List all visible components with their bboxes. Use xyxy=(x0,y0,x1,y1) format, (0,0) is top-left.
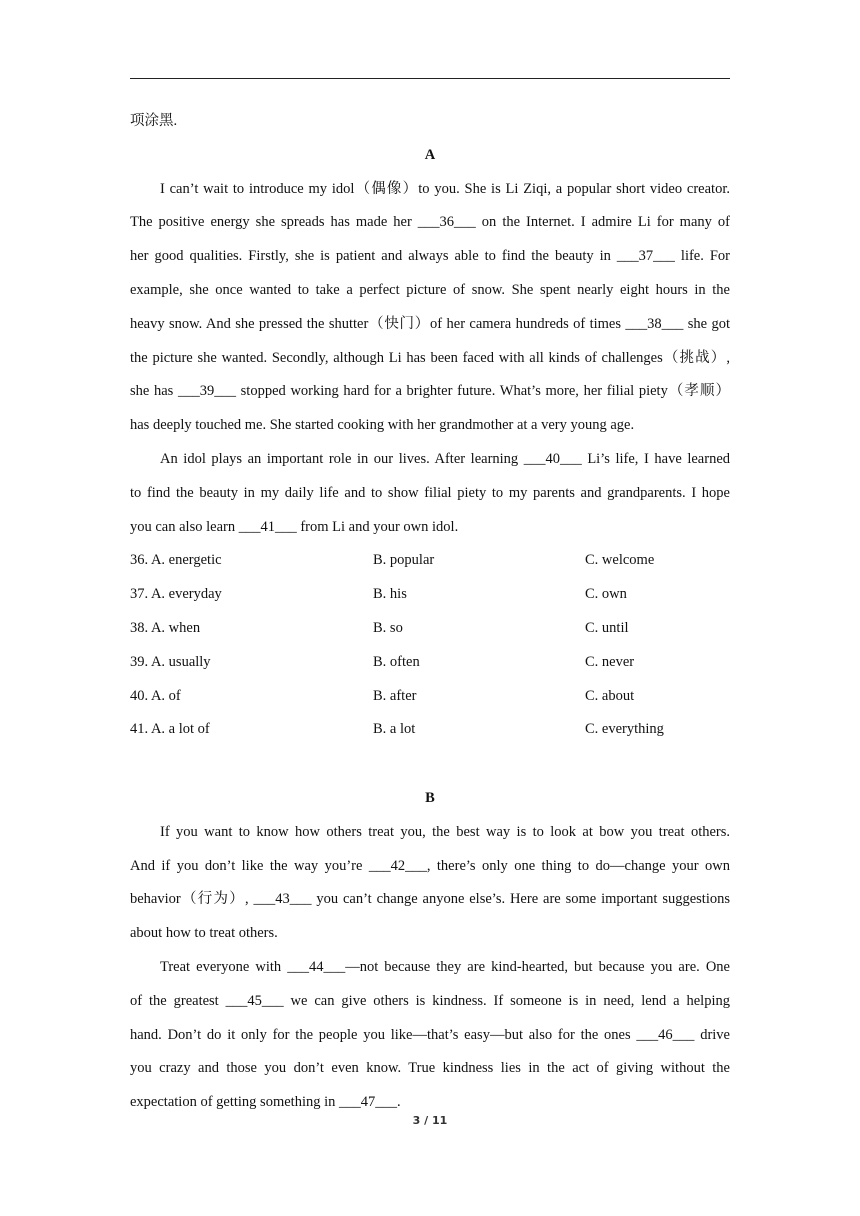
passage-a-line: she has ___39___ stopped working hard for a brighter future. What’s more, her filial piety（孝顺） xyxy=(130,383,730,400)
passage-a-line: An idol plays an important role in our lives. After learning ___40___ Li’s life, I have learned xyxy=(160,450,730,467)
passage-b-block xyxy=(130,788,730,1126)
header-fragment: 项涂黑. xyxy=(130,113,178,129)
header-rule xyxy=(130,78,730,79)
option-a: 38. A. when xyxy=(130,619,201,636)
option-c: C. everything xyxy=(585,721,664,738)
option-c: C. own xyxy=(585,586,627,603)
option-a: 40. A. of xyxy=(130,687,181,704)
option-b: B. often xyxy=(373,653,420,670)
option-a: 41. A. a lot of xyxy=(130,721,210,738)
passage-b-heading: B xyxy=(425,790,435,806)
option-b: B. a lot xyxy=(373,721,416,738)
passage-a-line: you can also learn ___41___ from Li and your own idol. xyxy=(130,518,459,535)
option-row xyxy=(130,686,730,720)
option-b: B. his xyxy=(373,586,407,603)
option-c: C. never xyxy=(585,653,635,670)
passage-b-line: behavior（行为）, ___43___ you can’t change anyone else’s. Here are some important suggestions xyxy=(130,891,730,908)
passage-a-heading: A xyxy=(424,146,436,163)
passage-a-line: the picture she wanted. Secondly, although Li has been faced with all kinds of challenges（挑战）, xyxy=(130,349,730,366)
passage-b-line: Treat everyone with ___44___—not because they are kind-hearted, but because you are. One xyxy=(160,958,730,975)
passage-b-line: hand. Don’t do it only for the people you like—that’s easy—but also for the ones ___46___ drive xyxy=(130,1026,730,1043)
passage-a-line: to find the beauty in my daily life and to show filial piety to my parents and grandparents. I hope xyxy=(130,484,730,501)
option-row xyxy=(130,719,730,753)
option-a: 37. A. everyday xyxy=(130,586,222,603)
option-c: C. welcome xyxy=(585,552,655,569)
option-b: B. popular xyxy=(373,552,435,569)
passage-a-block xyxy=(130,111,730,753)
option-a: 39. A. usually xyxy=(130,653,211,670)
passage-a-line: heavy snow. And she pressed the shutter（快门）of her camera hundreds of times ___38___ she got xyxy=(130,315,730,332)
passage-a-line: The positive energy she spreads has made her ___36___ on the Internet. I admire Li for many of xyxy=(130,214,730,231)
passage-a-line: I can’t wait to introduce my idol（偶像）to you. She is Li Ziqi, a popular short video creator. xyxy=(160,180,730,197)
option-c: C. about xyxy=(585,687,635,704)
option-a: 36. A. energetic xyxy=(130,552,222,569)
option-row xyxy=(130,618,730,652)
passage-b-line: expectation of getting something in ___47___. xyxy=(130,1094,401,1111)
passage-a-line: example, she once wanted to take a perfect picture of snow. She spent nearly eight hours in the xyxy=(130,281,730,298)
option-b: B. so xyxy=(373,619,403,636)
passage-b-line: about how to treat others. xyxy=(130,925,278,942)
option-row xyxy=(130,584,730,618)
option-row xyxy=(130,550,730,584)
passage-b-line: If you want to know how others treat you, the best way is to look at bow you treat others. xyxy=(160,823,730,840)
option-row xyxy=(130,652,730,686)
passage-b-line: And if you don’t like the way you’re ___42___, there’s only one thing to do—change your own xyxy=(130,857,730,874)
passage-b-line: of the greatest ___45___ we can give others is kindness. If someone is in need, lend a helping xyxy=(130,992,730,1009)
passage-b-line: you crazy and those you don’t even know. True kindness lies in the act of giving without the xyxy=(130,1060,730,1077)
option-c: C. until xyxy=(585,619,629,636)
passage-a-line: has deeply touched me. She started cooking with her grandmother at a very young age. xyxy=(130,417,635,434)
option-b: B. after xyxy=(373,687,417,704)
passage-a-line: her good qualities. Firstly, she is patient and always able to find the beauty in ___37___ life. For xyxy=(130,248,730,265)
page-number: 3 / 11 xyxy=(412,1114,448,1127)
